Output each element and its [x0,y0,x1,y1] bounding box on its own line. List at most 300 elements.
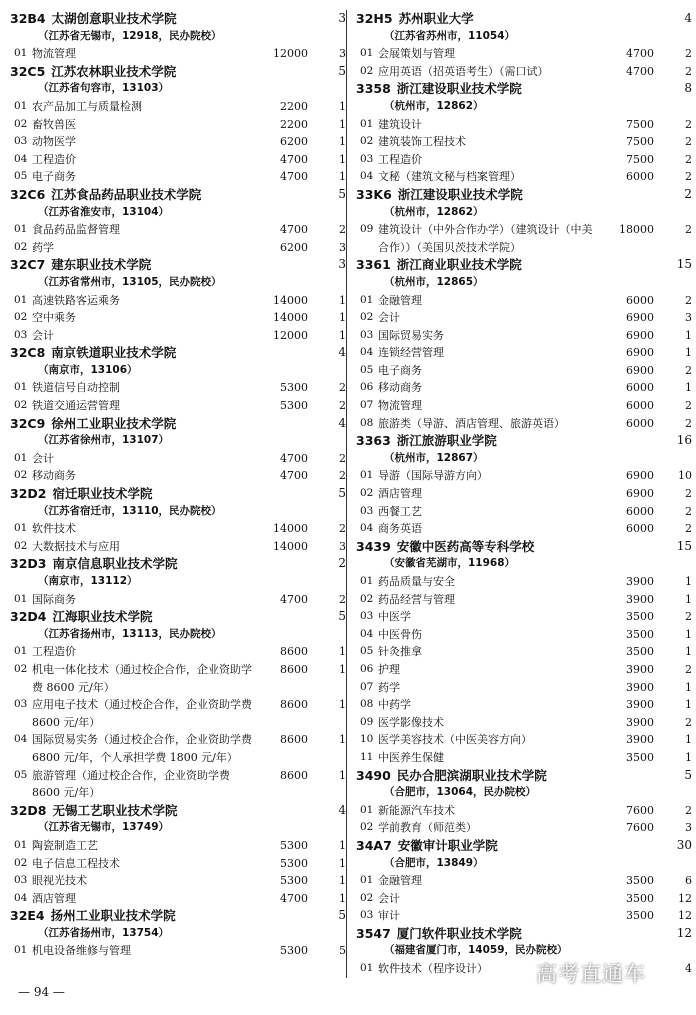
major-name: 电子信息工程技术 [32,856,120,870]
school-location: （杭州市，12867） [384,451,484,464]
major-number: 04 [14,152,28,165]
major-name: 铁道信号自动控制 [32,381,120,395]
school-name: 太湖创意职业技术学院 [51,11,177,26]
major-row [356,415,692,433]
major-row [356,714,692,732]
major-name: 新能源汽车技术 [378,803,455,817]
school-block [10,415,346,485]
major-number: 01 [14,451,28,464]
school-block [356,767,692,837]
school-total: 30 [676,837,692,852]
school-name: 江海职业技术学院 [52,609,153,625]
major-row [356,63,692,81]
school-total: 5 [338,609,346,624]
plan-count: 1 [339,838,346,852]
major-number: 01 [360,47,374,60]
plan-count: 1 [685,575,692,588]
plan-count: 2 [685,64,692,78]
tuition-fee: 6200 [280,240,308,254]
plan-count: 2 [339,399,346,413]
school-name: 建东职业技术学院 [51,257,152,273]
plan-count: 1 [685,346,692,360]
school-block [10,608,346,802]
major-row [356,872,692,890]
school-header [10,10,346,28]
tuition-fee: 6900 [626,328,654,342]
major-name: 大数据技术与应用 [32,539,120,553]
tuition-fee: 5300 [280,838,308,852]
major-number: 06 [360,381,374,394]
tuition-fee: 6900 [626,487,654,501]
school-block [356,837,692,925]
major-row [356,819,692,837]
major-name: 铁道交通运营管理 [32,399,120,413]
major-row [10,731,346,766]
major-name: 工程造价 [378,152,422,166]
major-name: 电子商务 [32,170,76,184]
major-name: 高速铁路客运乘务 [32,293,120,307]
school-code: 3358 [356,81,391,97]
plan-count: 6 [685,874,692,888]
major-name: 移动商务 [378,381,422,395]
major-number: 02 [360,311,374,324]
major-name: 工程造价 [32,152,76,166]
tuition-fee: 3500 [626,610,654,624]
school-code: 3490 [356,767,391,783]
major-number: 09 [360,715,374,728]
major-row [356,467,692,485]
major-number: 02 [14,469,28,482]
plan-count: 1 [339,117,346,131]
major-row [10,168,346,186]
plan-count: 1 [339,170,346,184]
major-number: 01 [360,293,374,306]
major-row [10,239,346,257]
major-row [10,397,346,415]
plan-count: 2 [339,469,346,483]
plan-count: 1 [685,645,692,659]
tuition-fee: 14000 [273,311,308,325]
school-name: 民办合肥滨湖职业技术学院 [396,767,547,783]
major-number: 03 [14,135,28,148]
school-total: 5 [338,63,346,78]
major-number: 01 [360,575,374,587]
major-name: 机电一体化技术（通过校企合作，企业资助学费 8600 元/年） [32,662,252,694]
major-number: 03 [360,152,374,165]
tuition-fee: 4700 [280,170,308,184]
plan-count: 2 [685,803,692,817]
school-block [10,256,346,344]
major-name: 食品药品监督管理 [32,223,120,237]
tuition-fee: 4700 [626,64,654,78]
school-block [10,907,346,960]
major-row [356,116,692,134]
school-total: 4 [338,802,346,817]
plan-count: 5 [339,944,346,958]
plan-count: 2 [685,135,692,149]
plan-count: 2 [685,504,692,518]
major-number: 02 [14,117,28,130]
school-block [10,63,346,186]
school-code: 33K6 [356,186,392,202]
major-name: 动物医学 [32,135,76,149]
school-name: 江苏农林职业技术学院 [51,63,177,79]
major-row [10,133,346,151]
major-number: 05 [360,645,374,658]
major-number: 04 [360,170,374,183]
major-name: 医学影像技术 [378,715,444,729]
major-row [356,626,692,644]
major-name: 会计 [32,451,54,465]
major-name: 电子商务 [378,363,422,377]
plan-count: 1 [339,856,346,870]
plan-count: 3 [685,821,692,835]
major-number: 01 [14,293,28,306]
major-name: 中药学 [378,698,411,712]
major-name: 会计 [378,891,400,905]
major-number: 10 [360,733,374,746]
plan-count: 1 [339,733,346,747]
major-row [356,573,692,591]
tuition-fee: 6000 [626,522,654,536]
tuition-fee: 3500 [626,891,654,905]
plan-count: 2 [685,363,692,377]
school-total: 5 [338,486,346,501]
tuition-fee: 3900 [626,698,654,712]
tuition-fee: 8600 [280,662,308,676]
major-row [356,591,692,609]
tuition-fee: 5300 [280,856,308,870]
major-row [356,151,692,169]
major-row [356,485,692,503]
major-number: 01 [14,223,28,236]
major-row [356,344,692,362]
major-number: 02 [14,311,28,324]
school-location: （福建省厦门市，14059，民办院校） [384,944,568,957]
major-row [356,45,692,63]
major-name: 会计 [32,328,54,342]
plan-count: 2 [685,223,692,237]
school-header [10,907,346,925]
tuition-fee: 14000 [273,522,308,536]
school-location: （南京市，13112） [38,575,138,587]
school-total: 4 [684,11,692,25]
plan-count: 2 [339,381,346,395]
major-number: 01 [360,117,374,130]
tuition-fee: 14000 [273,539,308,553]
major-row [10,890,346,908]
major-name: 药学 [32,240,54,254]
school-block [356,256,692,432]
major-name: 畜牧兽医 [32,117,76,131]
major-number: 07 [360,399,374,412]
plan-count: 1 [339,662,346,676]
school-name: 扬州工业职业技术学院 [50,908,176,924]
tuition-fee: 3500 [626,750,654,764]
right-column [356,10,692,978]
major-row [356,327,692,345]
major-row [356,362,692,380]
plan-count: 1 [339,645,346,659]
tuition-fee: 4700 [280,152,308,166]
major-name: 物流管理 [378,399,422,413]
plan-count: 2 [685,399,692,413]
tuition-fee: 7500 [626,117,654,131]
school-name: 宿迁职业技术学院 [52,486,153,502]
major-number: 08 [360,416,374,429]
plan-count: 1 [685,680,692,694]
watermark: 高考直通车 [536,962,646,986]
tuition-fee: 3900 [626,575,654,588]
school-total: 15 [676,538,692,553]
school-header [356,80,692,98]
major-row [10,45,346,63]
major-number: 05 [14,170,28,183]
major-name: 药学 [378,680,400,694]
plan-count: 2 [685,293,692,307]
plan-count: 3 [339,539,346,553]
major-number: 03 [360,504,374,517]
school-block [10,344,346,414]
tuition-fee: 3900 [626,715,654,729]
school-total: 3 [338,11,346,25]
major-row [10,837,346,855]
major-row [10,872,346,890]
school-code: 32C9 [10,415,46,431]
plan-count: 1 [685,328,692,342]
tuition-fee: 5300 [280,399,308,413]
major-number: 02 [14,856,28,869]
major-number: 01 [360,962,374,975]
major-number: 07 [360,680,374,693]
school-total: 16 [676,433,692,448]
major-row [10,767,346,802]
school-location: （南京市，13106） [38,363,138,376]
major-number: 02 [360,891,374,904]
major-name: 陶瓷制造工艺 [32,838,98,852]
major-number: 02 [14,240,28,253]
school-location: （江苏省句容市，13103） [38,82,170,95]
major-name: 旅游管理（通过校企合作，企业资助学费 8600 元/年） [32,768,230,800]
school-location: （杭州市，12862） [384,205,484,218]
major-name: 药品质量与安全 [378,575,455,588]
school-code: 32D3 [10,556,47,572]
major-name: 建筑设计（中外合作办学）（建筑设计（中美合作））（美国贝茨技术学院） [378,223,593,254]
major-number: 08 [360,698,374,711]
major-name: 连锁经营管理 [378,346,444,360]
major-number: 01 [14,381,28,394]
tuition-fee: 12000 [273,47,308,61]
major-number: 03 [14,328,28,341]
school-total: 15 [676,257,692,272]
plan-count: 3 [339,240,346,254]
major-name: 中医骨伤 [378,627,422,641]
school-code: 32C5 [10,63,46,79]
school-header [10,256,346,274]
major-name: 中医学 [378,610,411,624]
tuition-fee: 3900 [626,662,654,676]
school-name: 江苏食品药品职业技术学院 [51,186,202,202]
school-header [356,538,692,556]
major-number: 05 [14,768,28,781]
major-number: 03 [360,328,374,341]
plan-count: 1 [339,891,346,905]
school-total: 5 [338,908,346,923]
major-row [356,309,692,327]
major-number: 09 [360,223,374,236]
tuition-fee: 3900 [626,592,654,606]
school-block [356,432,692,538]
major-name: 审计 [378,909,400,923]
tuition-fee: 3500 [626,874,654,888]
school-header [10,485,346,503]
tuition-fee: 14000 [273,293,308,307]
tuition-fee: 4700 [280,592,308,606]
school-location: （江苏省扬州市，13113，民办院校） [38,627,222,640]
school-header [356,186,692,204]
school-name: 厦门软件职业技术学院 [396,925,522,941]
tuition-fee: 4700 [626,47,654,61]
major-row [356,907,692,925]
plan-count: 1 [339,152,346,166]
school-total: 12 [676,925,692,940]
school-code: 3439 [356,538,391,554]
school-name: 无锡工艺职业技术学院 [52,802,178,818]
school-header [356,925,692,943]
plan-count: 2 [685,416,692,430]
plan-count: 2 [339,223,346,237]
tuition-fee: 6200 [280,135,308,149]
major-number: 03 [360,610,374,623]
school-location: （杭州市，12865） [384,275,484,288]
tuition-fee: 4700 [280,451,308,465]
major-number: 01 [360,469,374,482]
major-row [10,643,346,661]
major-number: 03 [360,909,374,922]
major-number: 02 [14,399,28,412]
tuition-fee: 7600 [626,821,654,835]
major-row [10,98,346,116]
school-header [356,432,692,450]
tuition-fee: 5300 [280,874,308,888]
plan-count: 1 [685,627,692,641]
plan-count: 3 [339,47,346,61]
major-number: 01 [14,592,28,605]
school-code: 32C6 [10,186,46,202]
school-block [356,10,692,80]
school-name: 浙江建设职业技术学院 [396,81,522,97]
plan-count: 1 [685,381,692,395]
school-code: 34A7 [356,837,392,853]
plan-count: 2 [685,610,692,624]
school-code: 32D2 [10,486,47,502]
tuition-fee: 4700 [280,891,308,905]
major-row [10,292,346,310]
major-name: 金融管理 [378,874,422,888]
school-name: 苏州职业大学 [398,11,474,26]
school-code: 32H5 [356,11,393,26]
school-total: 5 [338,186,346,201]
school-block [10,186,346,256]
major-number: 02 [360,821,374,834]
tuition-fee: 6000 [626,504,654,518]
major-row [10,327,346,345]
major-row [356,397,692,415]
tuition-fee: 7500 [626,135,654,149]
major-number: 01 [14,522,28,535]
major-name: 农产品加工与质量检测 [32,99,142,113]
school-location: （江苏省无锡市，12918，民办院校） [38,29,222,42]
tuition-fee: 8600 [280,733,308,747]
plan-count: 2 [339,592,346,606]
major-name: 移动商务 [32,469,76,483]
major-name: 文秘（建筑文秘与档案管理） [378,170,521,184]
school-header [10,344,346,362]
tuition-fee: 2200 [280,117,308,131]
major-row [10,855,346,873]
major-number: 02 [360,487,374,500]
school-header [10,555,346,573]
plan-count: 2 [685,662,692,676]
major-name: 软件技术 [32,522,76,536]
plan-count: 2 [685,117,692,131]
major-row [356,520,692,538]
major-row [356,643,692,661]
tuition-fee: 3900 [626,733,654,747]
major-name: 学前教育（师范类） [378,821,477,835]
school-location: （合肥市，13849） [384,856,484,869]
school-header [10,415,346,433]
school-header [10,186,346,204]
school-name: 安徽中医药高等专科学校 [396,538,535,554]
major-name: 物流管理 [32,47,76,61]
plan-count: 1 [339,698,346,712]
school-block [10,485,346,555]
major-row [10,520,346,538]
major-row [10,591,346,609]
plan-count: 1 [339,135,346,149]
major-name: 空中乘务 [32,311,76,325]
school-code: 32C8 [10,345,46,361]
school-location: （合肥市，13064，民办院校） [384,786,537,799]
school-location: （江苏省常州市，13105，民办院校） [38,275,222,288]
plan-count: 2 [685,152,692,166]
school-name: 南京铁道职业技术学院 [51,345,177,361]
major-row [356,696,692,714]
major-name: 商务英语 [378,522,422,536]
major-row [10,379,346,397]
major-number: 06 [360,662,374,675]
plan-count: 1 [339,99,346,113]
major-number: 02 [14,539,28,552]
left-column [10,10,346,960]
major-number: 04 [360,522,374,535]
plan-count: 2 [685,487,692,501]
major-name: 酒店管理 [378,487,422,501]
tuition-fee: 3500 [626,645,654,659]
school-location: （江苏省无锡市，13749） [38,821,170,834]
school-name: 安徽审计职业学院 [397,837,498,853]
major-name: 导游（国际导游方向） [378,469,488,483]
major-name: 机电设备维修与管理 [32,944,131,958]
plan-count: 1 [685,750,692,764]
major-number: 01 [14,99,28,112]
school-location: （江苏省淮安市，13104） [38,205,170,218]
major-name: 护理 [378,662,400,676]
school-block [10,555,346,608]
major-number: 03 [14,874,28,887]
school-header [10,608,346,626]
